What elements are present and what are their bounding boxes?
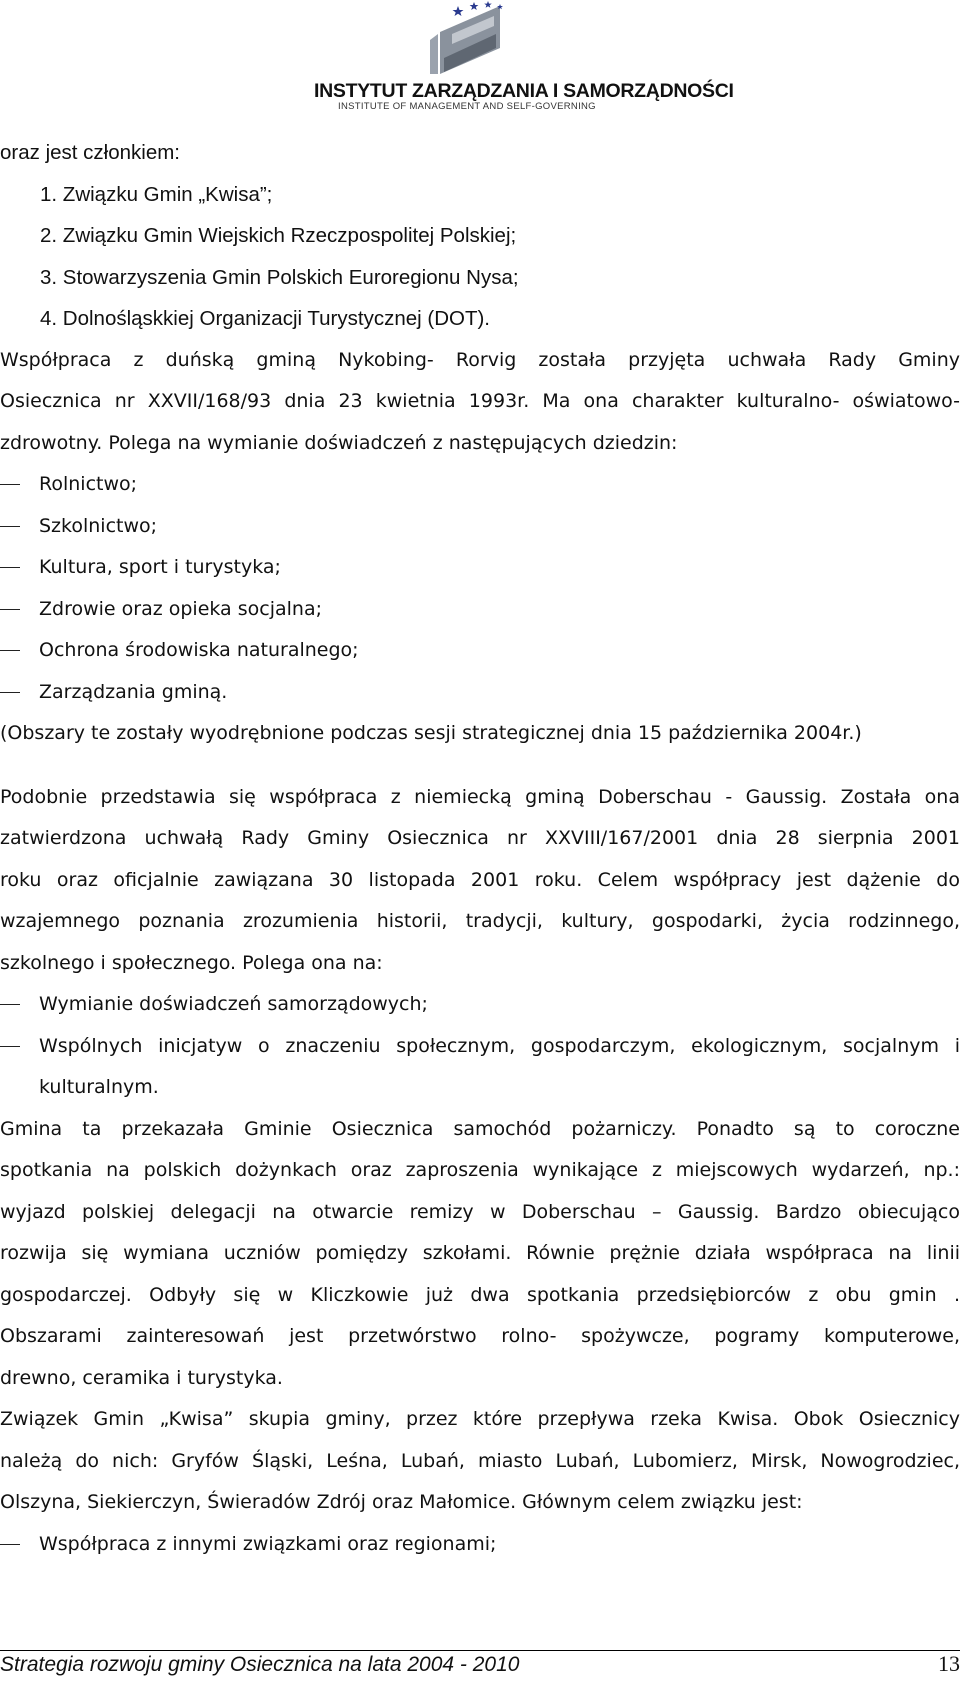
paragraph-line: Współpraca z duńską gminą Nykobing- Rorvig została przyjęta uchwała Rady Gminy	[0, 348, 960, 371]
org-name: INSTYTUT ZARZĄDZANIA I SAMORZĄDNOŚCI	[314, 80, 734, 102]
list-item: Rolnictwo;	[0, 464, 960, 506]
paragraph-line: Podobnie przedstawia się współpraca z niemiecką gminą Doberschau - Gaussig. Została ona	[0, 785, 960, 808]
dash-bullet-icon	[0, 526, 20, 527]
list-item: 4. Dolnośląskkiej Organizacji Turystycznej (DOT).	[40, 307, 490, 330]
dash-bullet-icon	[0, 1046, 20, 1047]
paragraph-germany	[0, 777, 960, 985]
paragraph-denmark	[0, 340, 960, 465]
paragraph-line: Osiecznica nr XXVII/168/93 dnia 23 kwietnia 1993r. Ma ona charakter kulturalno- oświatowo-	[0, 390, 960, 412]
paragraph-line: roku oraz oficjalnie zawiązana 30 listopada 2001 roku. Celem współpracy jest dążenie do	[0, 868, 960, 891]
paragraph-line: Olszyna, Siekierczyn, Świeradów Zdrój oraz Małomice. Głównym celem związku jest:	[0, 1491, 803, 1513]
paragraph-line: rozwija się wymiana uczniów pomiędzy szkołami. Równie prężnie działa współpraca na linii	[0, 1242, 960, 1264]
list-item: Zarządzania gminą.	[0, 672, 960, 714]
paragraph-line: gospodarczej. Odbyły się w Kliczkowie już dwa spotkania przedsiębiorców z obu gmin .	[0, 1283, 960, 1306]
paragraph-kwisa	[0, 1399, 960, 1524]
institute-logo-icon	[430, 0, 540, 78]
areas-note: (Obszary te zostały wyodrębnione podczas sesji strategicznej dnia 15 października 2004r.)	[0, 722, 862, 744]
intro-text: oraz jest członkiem:	[0, 141, 181, 164]
dash-bullet-icon	[0, 484, 20, 485]
goals-list	[0, 1524, 960, 1566]
paragraph-line: Gmina ta przekazała Gminie Osiecznica samochód pożarniczy. Ponadto są to coroczne	[0, 1117, 960, 1140]
list-item: Wspólnych inicjatyw o znaczeniu społecznym, gospodarczym, ekologicznym, socjalnym i	[0, 1026, 960, 1068]
paragraph-line: wyjazd polskiej delegacji na otwarcie remizy w Doberschau – Gaussig. Bardzo obiecująco	[0, 1200, 960, 1223]
paragraph-line: należą do nich: Gryfów Śląski, Leśna, Lubań, miasto Lubań, Lubomierz, Mirsk, Nowogrodziec,	[0, 1449, 960, 1472]
dash-bullet-icon	[0, 692, 20, 693]
footer-title: Strategia rozwoju gminy Osiecznica na lata 2004 - 2010	[0, 1653, 520, 1676]
paragraph-line: zdrowotny. Polega na wymianie doświadczeń z następujących dziedzin:	[0, 431, 678, 454]
paragraph-line: drewno, ceramika i turystyka.	[0, 1366, 283, 1389]
areas-list	[0, 464, 960, 713]
list-item: 1. Związku Gmin „Kwisa”;	[40, 182, 273, 206]
paragraph-line: Obszarami zainteresowań jest przetwórstwo rolno- spożywcze, pogramy komputerowe,	[0, 1325, 960, 1347]
membership-list	[0, 174, 960, 340]
footer-divider	[0, 1650, 960, 1651]
dash-bullet-icon	[0, 609, 20, 610]
paragraph-line: zatwierdzona uchwałą Rady Gminy Osiecznica nr XXVIII/167/2001 dnia 28 sierpnia 2001	[0, 827, 960, 849]
paragraph-line: spotkania na polskich dożynkach oraz zaproszenia wynikające z miejscowych wydarzeń, np.:	[0, 1159, 960, 1181]
dash-bullet-icon	[0, 650, 20, 651]
paragraph-activities	[0, 1109, 960, 1400]
page-footer	[0, 1650, 960, 1676]
list-item: 3. Stowarzyszenia Gmin Polskich Euroregionu Nysa;	[40, 265, 519, 289]
org-subtitle: INSTITUTE OF MANAGEMENT AND SELF-GOVERNING	[338, 101, 596, 112]
list-item: Zdrowie oraz opieka socjalna;	[0, 589, 960, 631]
header	[300, 0, 734, 118]
dash-bullet-icon	[0, 1544, 20, 1545]
cooperation-list	[0, 984, 960, 1109]
page-number: 13	[938, 1651, 960, 1676]
dash-bullet-icon	[0, 1004, 20, 1005]
list-item: Kultura, sport i turystyka;	[0, 547, 960, 589]
list-item: Szkolnictwo;	[0, 506, 960, 548]
dash-bullet-icon	[0, 567, 20, 568]
paragraph-line: Związek Gmin „Kwisa” skupia gminy, przez które przepływa rzeka Kwisa. Obok Osiecznicy	[0, 1408, 960, 1430]
paragraph-line: szkolnego i społecznego. Polega ona na:	[0, 951, 383, 974]
list-item: 2. Związku Gmin Wiejskich Rzeczpospolitej Polskiej;	[40, 224, 517, 247]
list-item: Ochrona środowiska naturalnego;	[0, 630, 960, 672]
list-item: Współpraca z innymi związkami oraz regionami;	[0, 1524, 960, 1566]
paragraph-line: wzajemnego poznania zrozumienia historii, tradycji, kultury, gospodarki, życia rodzinnego,	[0, 910, 960, 932]
document-body	[0, 132, 960, 1565]
list-item: Wymianie doświadczeń samorządowych;	[0, 984, 960, 1026]
list-item-continuation: kulturalnym.	[39, 1076, 159, 1098]
